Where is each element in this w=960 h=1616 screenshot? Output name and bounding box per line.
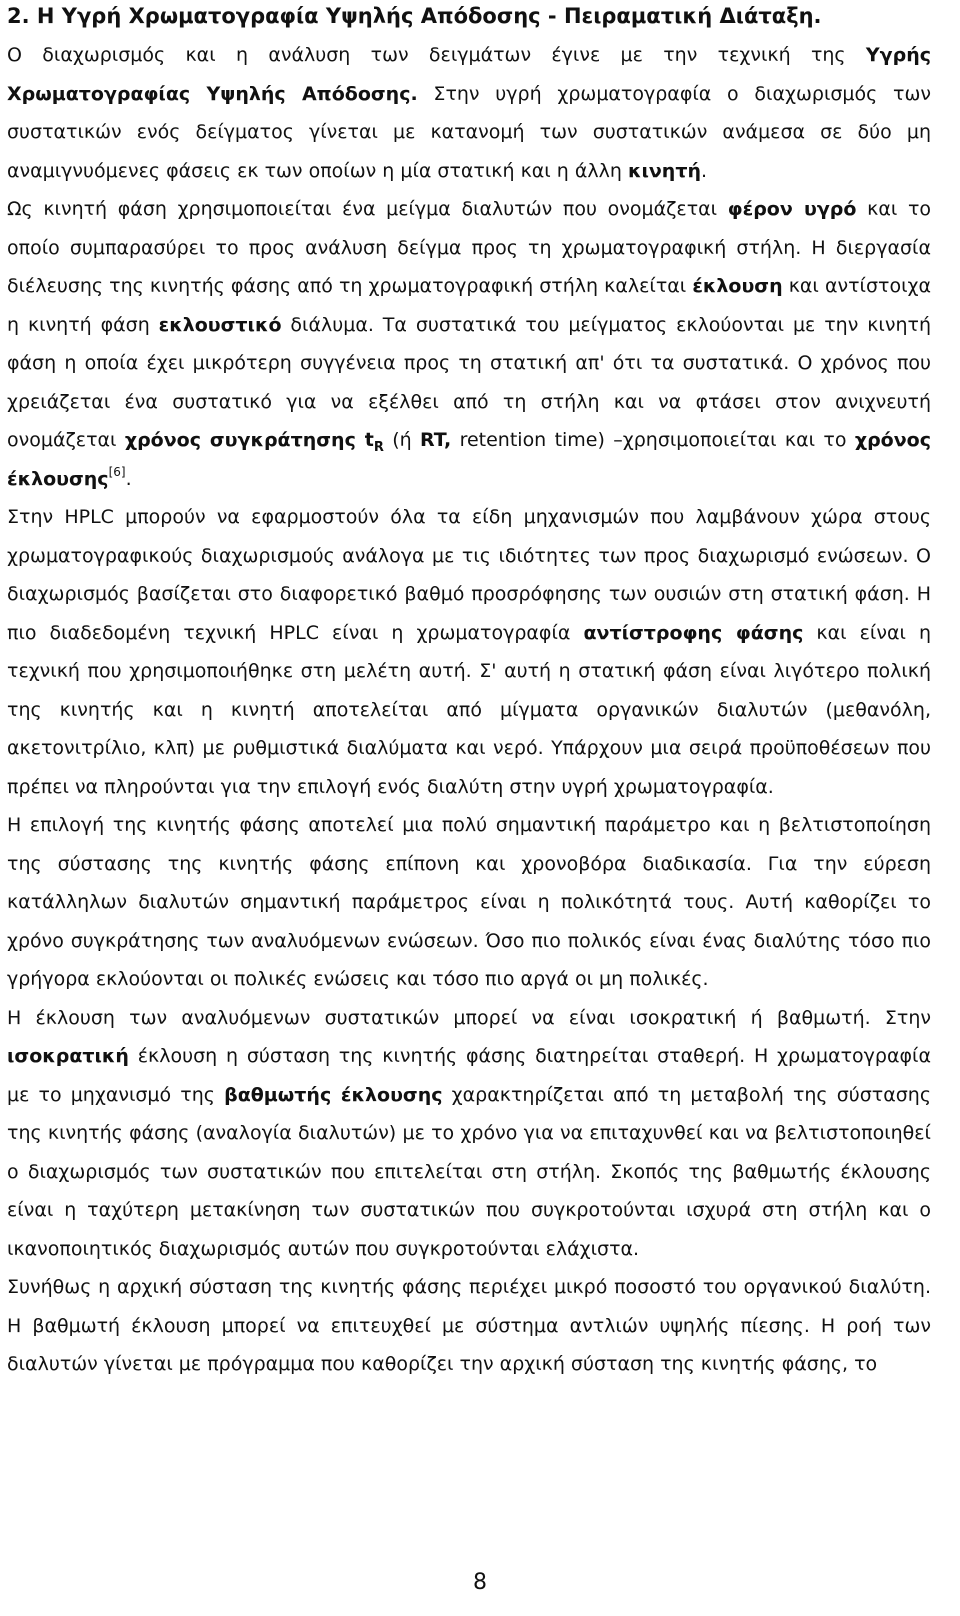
text-run: και το οποίο συμπαρασύρει το προς ανάλυση δείγμα προς τη χρωματογραφική στήλη. Η διεργασία διέλευσης της κινητής φάσης από τη χρωματογραφική στήλη καλείται — [7, 198, 932, 297]
paragraph-intro — [7, 36, 931, 190]
emphasized-term: εκλουστικό — [158, 313, 282, 336]
subscript-text: R — [373, 439, 384, 455]
page-number: 8 — [473, 1570, 487, 1595]
emphasized-term: φέρον υγρό — [727, 198, 857, 220]
text-run: Ο διαχωρισμός και η ανάλυση των δειγμάτων έγινε με την τεχνική της — [7, 44, 866, 66]
emphasized-term: βαθμωτής έκλουσης — [224, 1083, 443, 1106]
text-run: Συνήθως η αρχική σύσταση της κινητής φάσης περιέχει μικρό ποσοστό του οργανικού διαλύτη. Η βαθμωτή έκλουση μπορεί να επιτευχθεί με σύστημα αντλιών υψηλής πίεσης. Η ροή των διαλυτών γίνεται με πρόγραμμα που καθορίζει την αρχική σύσταση της κινητής φάσης, το — [7, 1276, 931, 1375]
emphasized-term: RT, — [419, 429, 452, 451]
section-title: 2. Η Υγρή Χρωματογραφία Υψηλής Απόδοσης - Πειραματική Διάταξη. — [7, 4, 822, 28]
text-run: διάλυμα. Τα συστατικά του μείγματος εκλούονται με την κινητή φάση η οποία έχει μικρότερη συγγένεια προς τη στατική απ' ότι τα συστατικά. Ο χρόνος που χρειάζεται ένα συστατικό για να εξέλθει από τη στήλη και να φτάσει στον ανιχνευτή ονομάζεται — [7, 313, 931, 451]
text-run: Ως κινητή φάση χρησιμοποιείται ένα μείγμα διαλυτών που ονομάζεται — [7, 198, 728, 220]
text-run: και αντίστοιχα η κινητή φάση — [7, 275, 931, 336]
emphasized-term: Υγρής Χρωματογραφίας Υψηλής Απόδοσης. — [7, 44, 931, 105]
citation-ref: [6] — [108, 464, 126, 479]
text-run: retention time) –χρησιμοποιείται και το — [451, 429, 855, 451]
emphasized-term: χρόνος συγκράτησης t — [124, 429, 374, 451]
paragraph-mobile-phase — [7, 190, 931, 498]
text-run: Στην HPLC μπορούν να εφαρμοστούν όλα τα είδη μηχανισμών που λαμβάνουν χώρα στους χρωματογραφικούς διαχωρισμούς ανάλογα με τις ιδιότητες των προς διαχωρισμό ενώσεων. Ο διαχωρισμός βασίζεται στο διαφορετικό βαθμό προσρόφησης των ουσιών στη στατική φάση. Η πιο διαδεδομένη τεχνική HPLC είναι η χρωματογραφία — [7, 506, 931, 644]
emphasized-term: ισοκρατική — [7, 1045, 129, 1067]
text-run: . — [700, 159, 708, 182]
paragraph-elution-modes — [7, 999, 931, 1269]
paragraph-hplc-mechanisms — [7, 498, 931, 806]
text-run: . — [125, 467, 132, 490]
emphasized-term: αντίστροφης φάσης — [583, 621, 804, 644]
text-run: (ή — [383, 429, 420, 451]
emphasized-term: έκλουση — [692, 275, 783, 297]
text-run: χαρακτηρίζεται από τη μεταβολή της σύστασης της κινητής φάσης (αναλογία διαλυτών) με το χρόνο για να επιταχυνθεί και να βελτιστοποιηθεί ο διαχωρισμός των συστατικών που επιτελείται στη στήλη. Σκοπός της βαθμωτής έκλουσης είναι η ταχύτερη μετακίνηση των συστατικών που συγκροτούνται ισχυρά στη στήλη και ο ικανοποιητικός διαχωρισμός αυτών που συγκροτούνται ελάχιστα. — [7, 1083, 932, 1260]
emphasized-term: κινητή — [627, 159, 701, 182]
text-run: και είναι η τεχνική που χρησιμοποιήθηκε στη μελέτη αυτή. Σ' αυτή η στατική φάση είναι λιγότερο πολική της κινητής και η κινητή αποτελείται από μίγματα οργανικών διαλυτών (μεθανόλη, ακετονιτρίλιο, κλπ) με ρυθμιστικά διαλύματα και νερό. Υπάρχουν μια σειρά προϋποθέσεων που πρέπει να πληρούνται για την επιλογή ενός διαλύτη στην υγρή χρωματογραφία. — [7, 621, 931, 798]
paragraph-mobile-phase-selection — [7, 806, 931, 999]
emphasized-term: χρόνος έκλουσης — [7, 429, 931, 490]
document-body — [7, 0, 931, 1384]
text-run: Στην υγρή χρωματογραφία ο διαχωρισμός των συστατικών ενός δείγματος γίνεται με κατανομή των συστατικών ανάμεσα σε δύο μη αναμιγνυόμενες φάσεις εκ των οποίων η μία στατική και η άλλη — [7, 82, 931, 182]
text-run: έκλουση η σύσταση της κινητής φάσης διατηρείται σταθερή. Η χρωματογραφία με το μηχανισμό της — [7, 1045, 931, 1106]
text-run: Η έκλουση των αναλυόμενων συστατικών μπορεί να είναι ισοκρατική ή βαθμωτή. Στην — [7, 1006, 931, 1029]
text-run: Η επιλογή της κινητής φάσης αποτελεί μια πολύ σημαντική παράμετρο και η βελτιστοποίηση της σύστασης της κινητής φάσης επίπονη και χρονοβόρα διαδικασία. Για την εύρεση κατάλληλων διαλυτών σημαντική παράμετρος είναι η πολικότητά τους. Αυτή καθορίζει το χρόνο συγκράτησης των αναλυόμενων ενώσεων. Όσο πιο πολικός είναι ένας διαλύτης τόσο πιο γρήγορα εκλούονται οι πολικές ενώσεις και τόσο πιο αργά οι μη πολικές. — [7, 814, 931, 990]
paragraph-gradient-elution — [7, 1268, 931, 1384]
